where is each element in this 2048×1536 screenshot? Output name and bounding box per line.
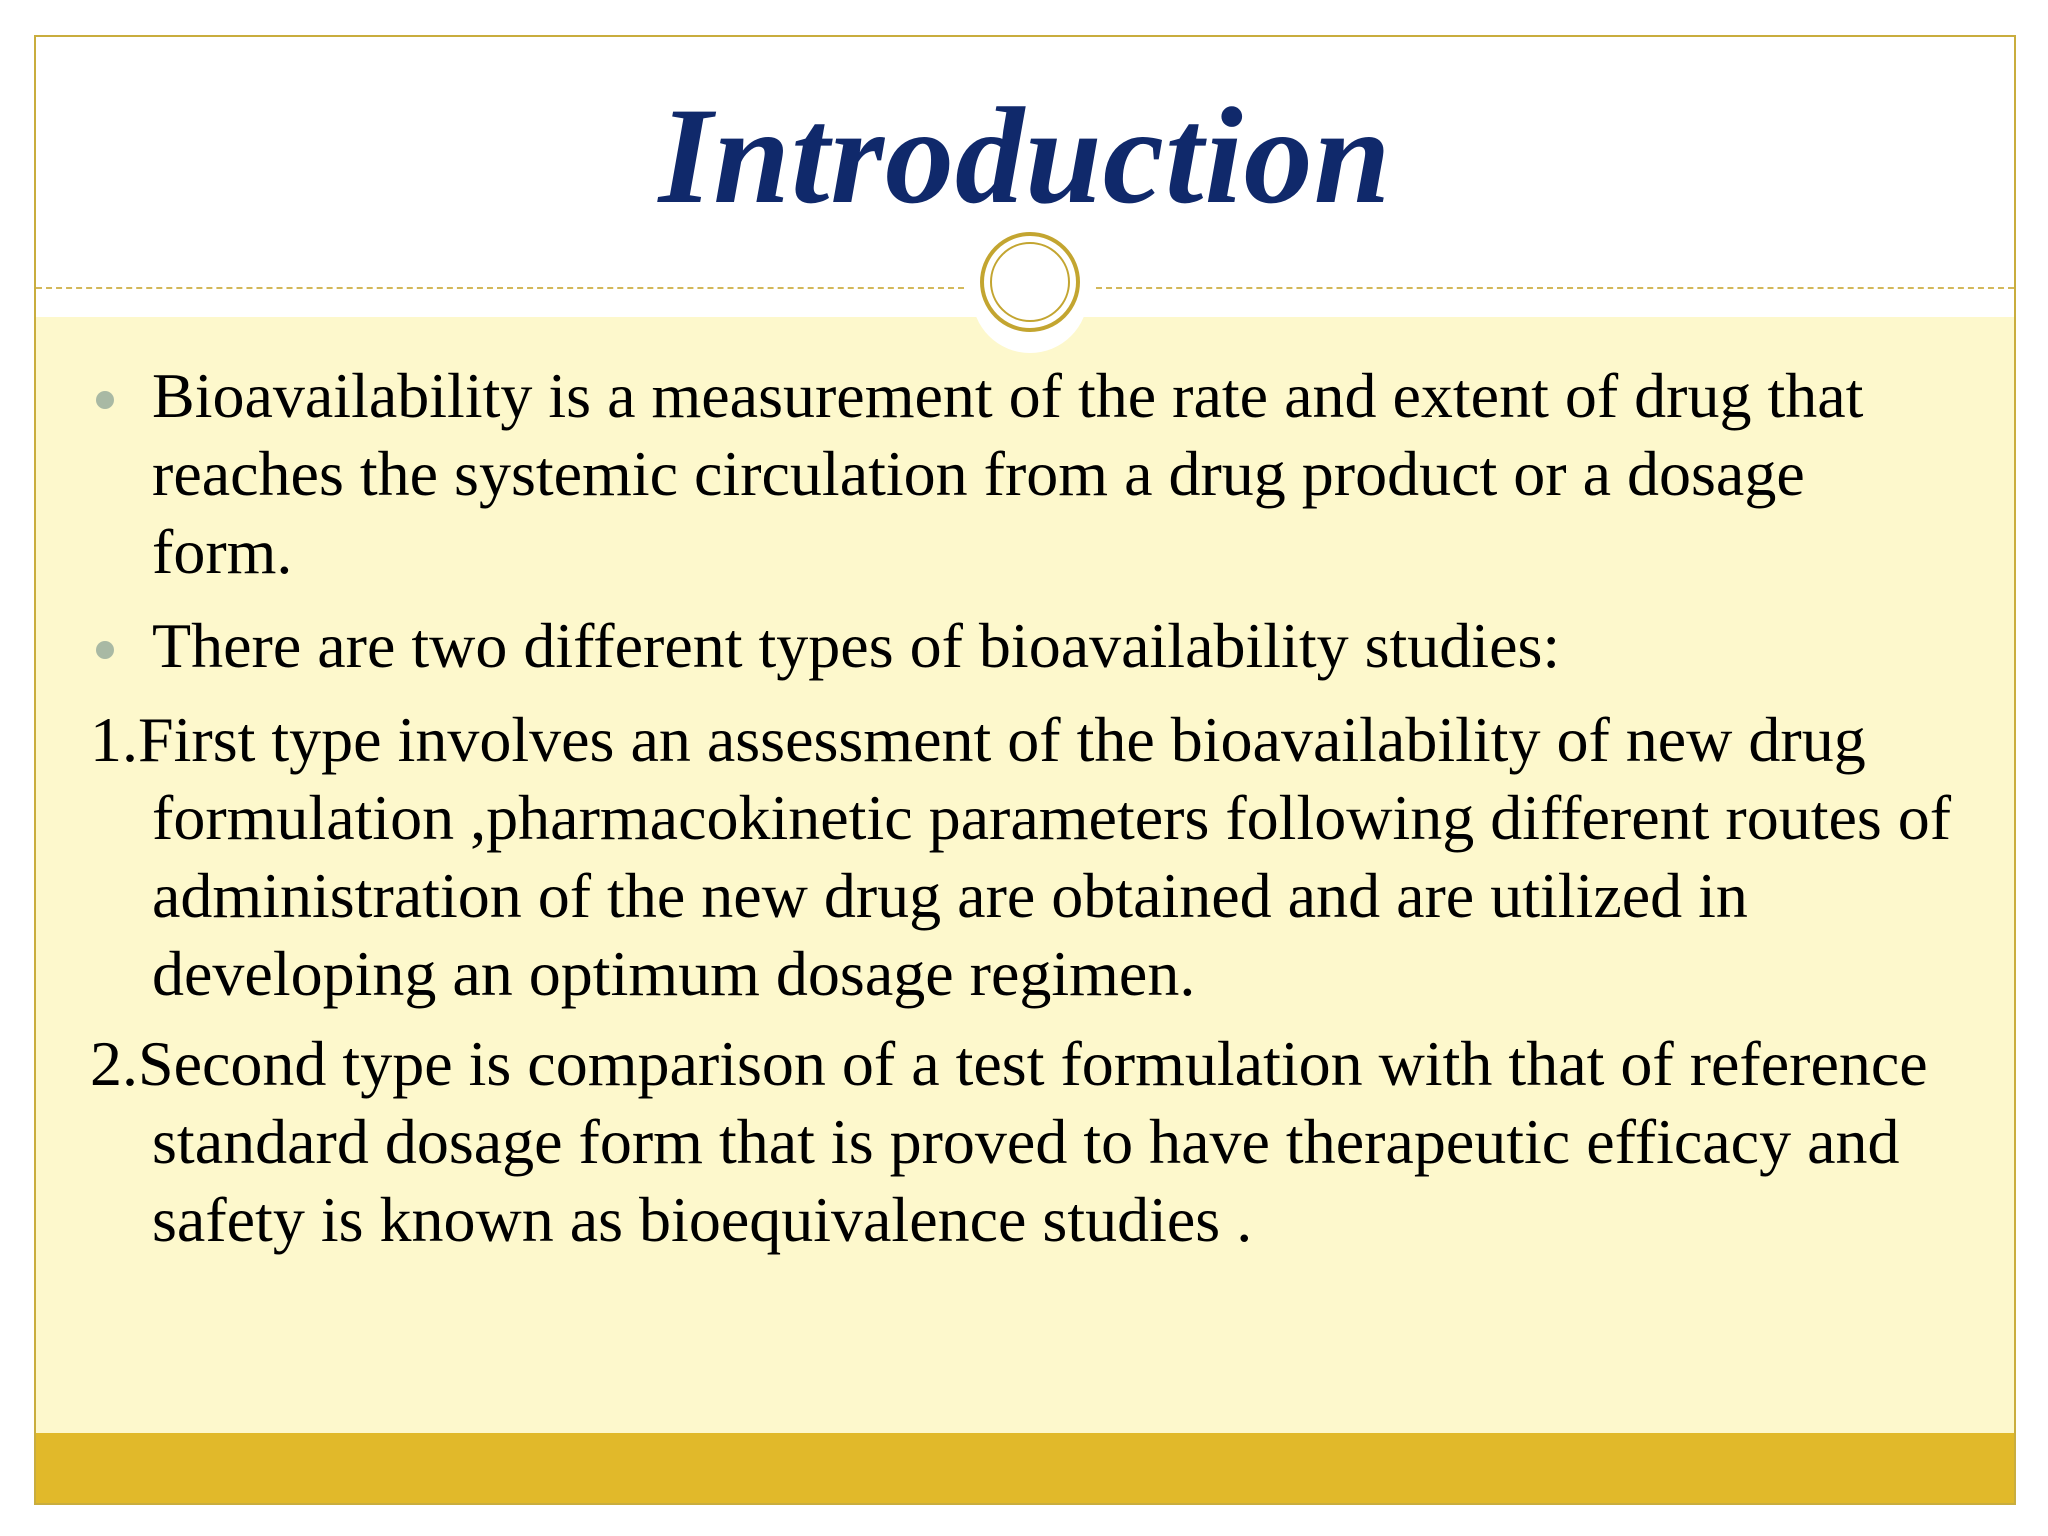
bullet-dot-icon <box>96 641 114 659</box>
bullet-dot-icon <box>96 391 114 409</box>
bullet-text: Bioavailability is a measurement of the rate and extent of drug that reaches the systemic circulation from a drug product or a dosage form. <box>152 360 1864 587</box>
numbered-text: Second type is comparison of a test formulation with that of reference standard dosage form that is proved to have therapeutic efficacy and safety is known as bioequivalence studies . <box>138 1028 1928 1255</box>
circle-ornament-inner-icon <box>990 242 1070 322</box>
title-divider-right <box>1096 287 2014 289</box>
numbered-item <box>36 1025 2014 1259</box>
item-number: 2. <box>90 1028 138 1099</box>
bullet-item <box>36 357 2014 591</box>
item-number: 1. <box>90 704 138 775</box>
slide-body <box>36 357 2014 1271</box>
bullet-item <box>36 607 2014 685</box>
footer-band <box>36 1433 2014 1503</box>
numbered-text: First type involves an assessment of the bioavailability of new drug formulation ,pharmacokinetic parameters following different routes of administration of the new drug are obtained and are utilized in developing an optimum dosage regimen. <box>138 704 1952 1009</box>
bullet-text: There are two different types of bioavailability studies: <box>152 610 1561 681</box>
title-divider-left <box>36 287 964 289</box>
page-title: Introduction <box>658 79 1392 232</box>
slide <box>34 35 2016 1505</box>
numbered-item <box>36 701 2014 1013</box>
